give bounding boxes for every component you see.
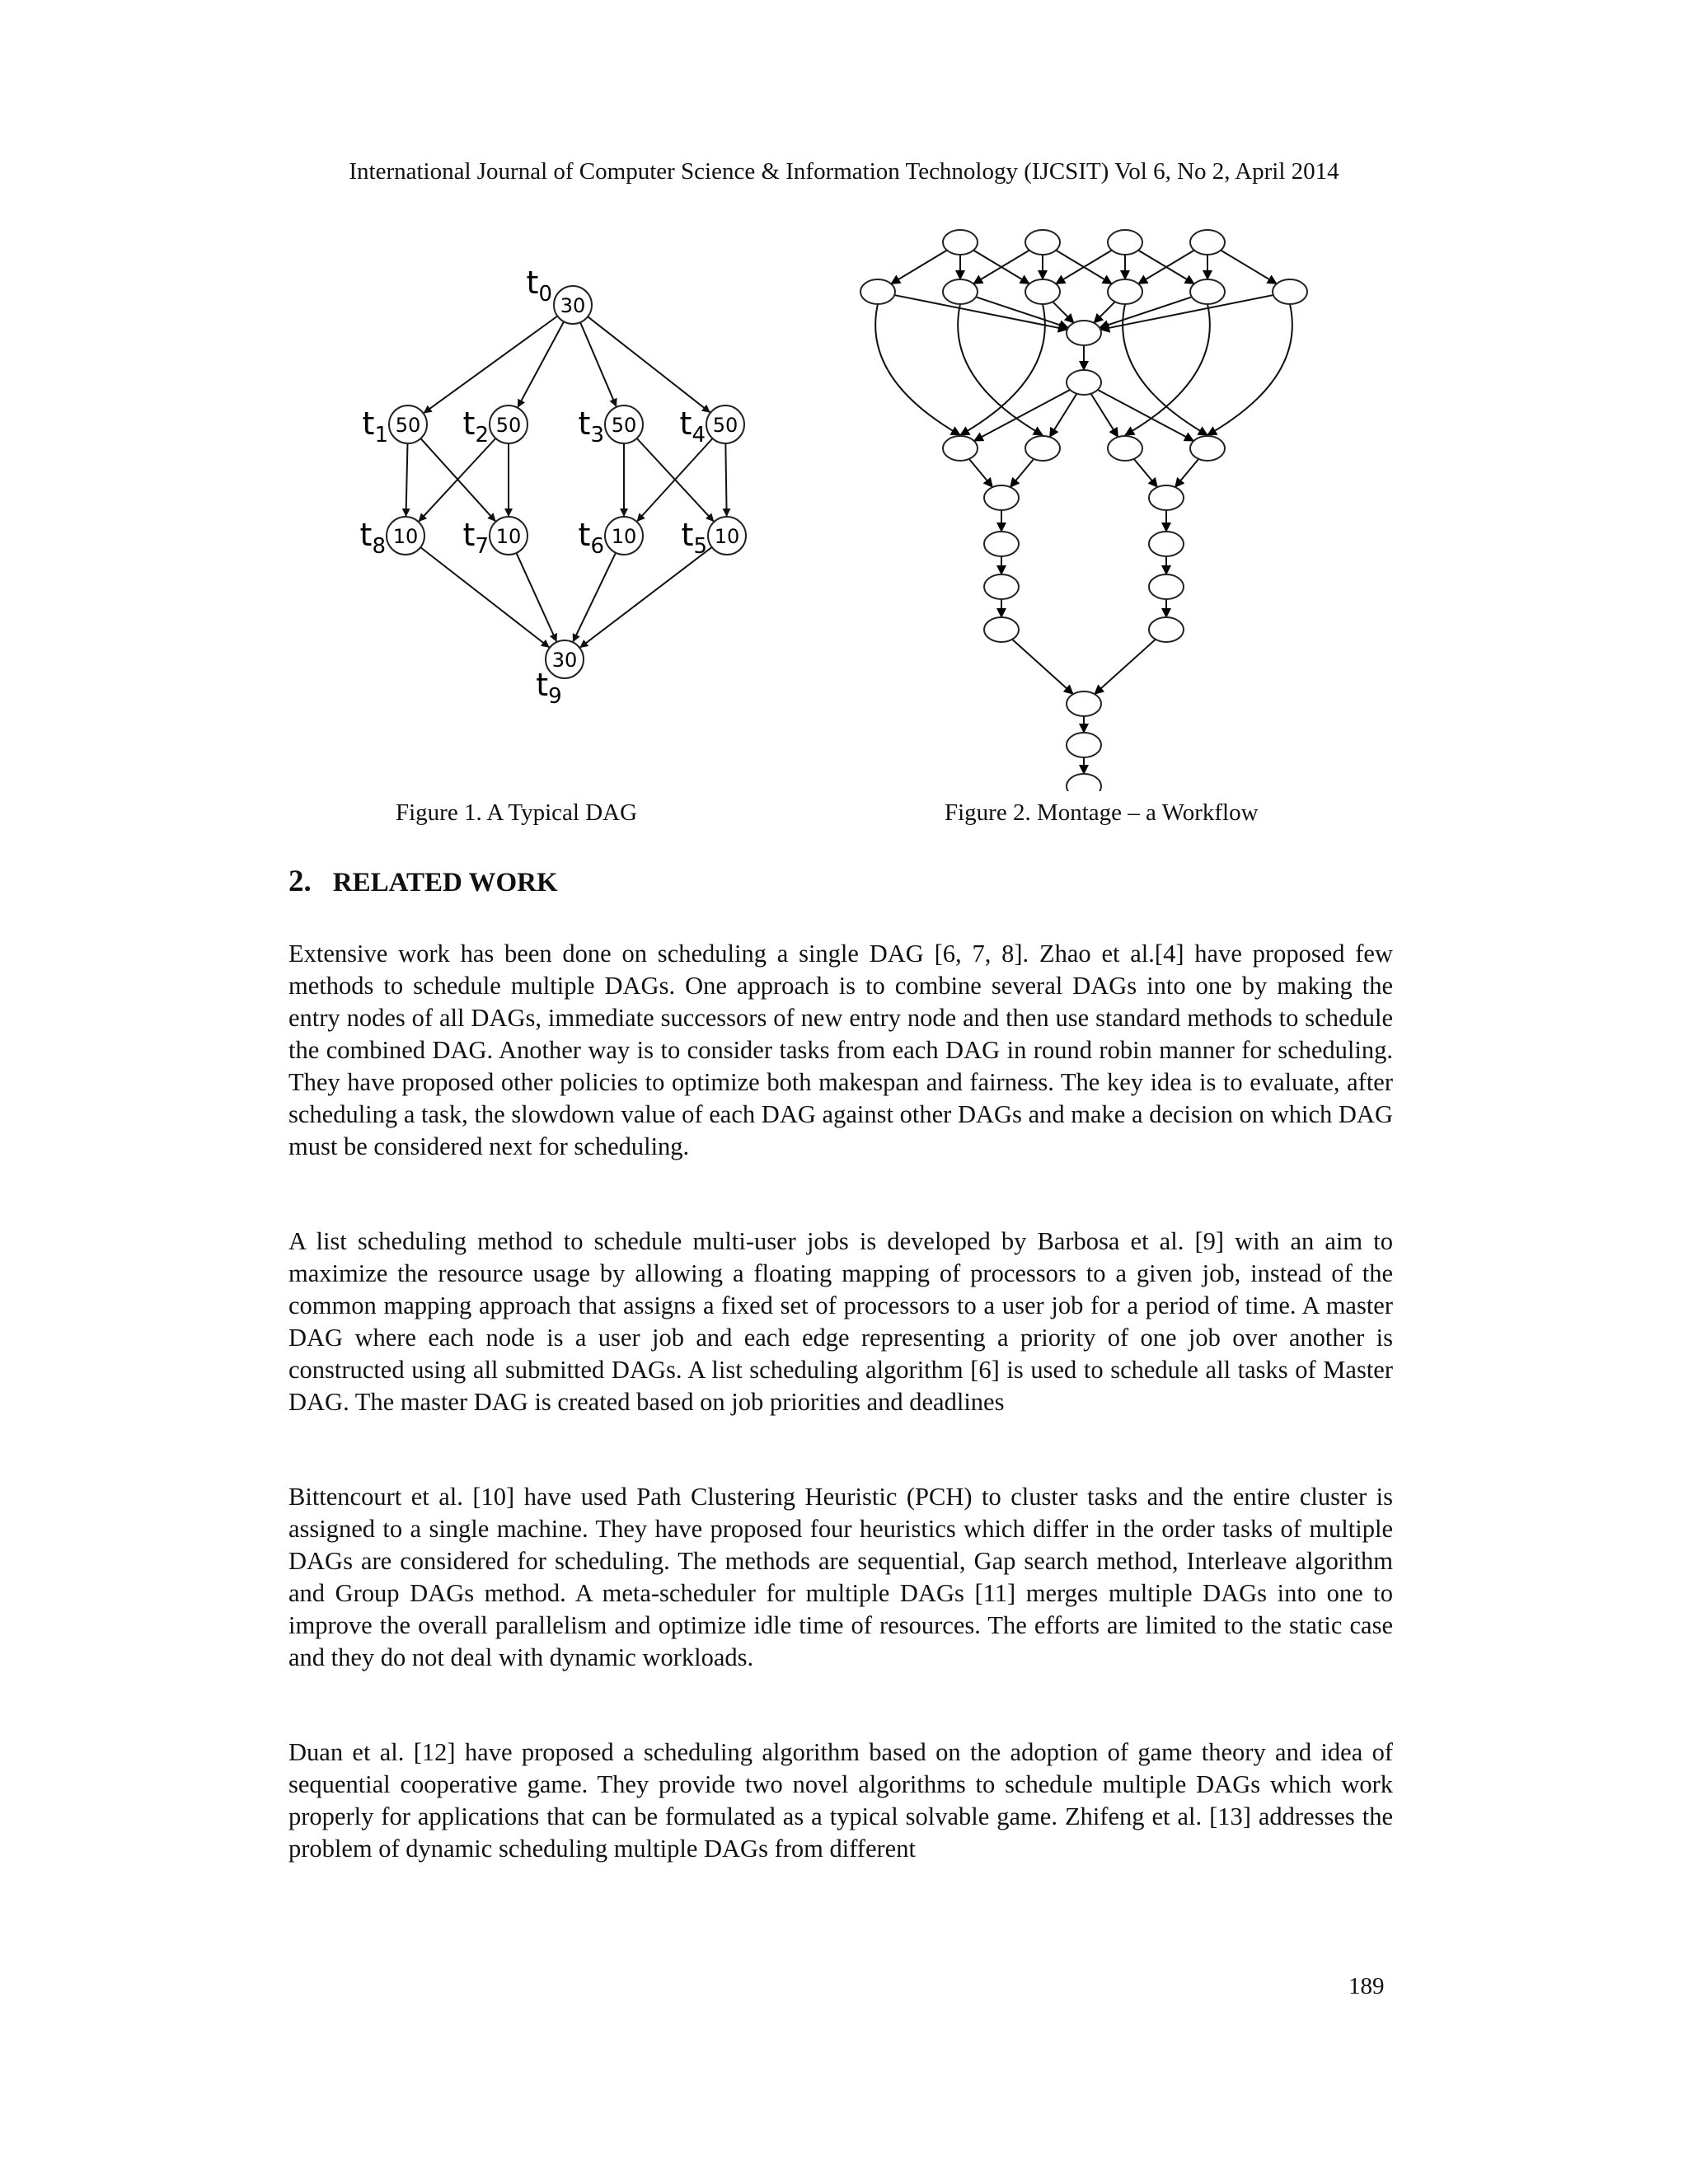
fig2-node: [1067, 733, 1101, 757]
fig2-node: [1108, 436, 1142, 461]
fig1-node-weight: 10: [611, 525, 637, 548]
fig2-node: [984, 617, 1019, 642]
fig1-edge: [580, 547, 712, 648]
fig1-node-weight: 50: [395, 414, 421, 437]
fig1-node-weight: 50: [495, 414, 522, 437]
fig1-node-label: $t_8$: [359, 517, 386, 559]
fig2-node: [1025, 436, 1060, 461]
fig1-node-t5: [682, 517, 746, 559]
paragraph-3: Bittencourt et al. [10] have used Path Clustering Heuristic (PCH) to cluster tasks and the entire cluster is assigned to a single machine. They have proposed four heuristics which differ in the order tasks of multiple DAGs are considered for scheduling. The methods are sequential, Gap search method, Interleave algorithm and Group DAGs method. A meta-scheduler for multiple DAGs [11] merges multiple DAGs into one to improve the overall parallelism and optimize idle time of resources. The efforts are limited to the static case and they do not deal with dynamic workloads.: [288, 1483, 1393, 1671]
fig2-node: [943, 230, 978, 255]
fig1-node-t8: [360, 517, 424, 559]
fig1-node-t0: [527, 265, 592, 324]
fig2-node: [984, 532, 1019, 556]
fig2-edge: [1053, 302, 1074, 323]
fig1-edge: [424, 316, 557, 413]
fig1-node-label: $t_2$: [462, 405, 489, 448]
fig2-curved-edge: [875, 304, 960, 435]
fig1-node-label: $t_4$: [679, 405, 706, 448]
fig2-node: [984, 574, 1019, 599]
fig2-node: [1190, 436, 1225, 461]
fig1-node-weight: 50: [712, 414, 738, 437]
fig2-node: [1273, 279, 1307, 304]
figure-1-caption: Figure 1. A Typical DAG: [396, 799, 638, 826]
fig2-curved-edge: [958, 304, 1043, 435]
fig2-edge: [891, 251, 947, 284]
fig2-curved-edge: [960, 304, 1045, 435]
fig2-node: [1108, 279, 1142, 304]
fig2-curved-edge: [1123, 304, 1207, 435]
fig2-node: [1149, 617, 1184, 642]
fig2-curved-edge: [1125, 304, 1210, 435]
section-number: 2.: [288, 865, 312, 898]
fig1-node-label: $t_3$: [578, 405, 604, 448]
fig2-edge: [1010, 459, 1034, 487]
section-title: RELATED WORK: [332, 868, 558, 898]
fig2-node: [1108, 230, 1142, 255]
fig2-node: [1190, 230, 1225, 255]
fig2-edge: [1095, 640, 1156, 695]
fig2-node: [1067, 321, 1101, 345]
fig2-edge: [1134, 459, 1158, 487]
fig1-node-label: $t_0$: [526, 265, 552, 307]
fig2-edge: [1094, 302, 1115, 323]
fig1-edge: [518, 321, 564, 407]
fig2-edge: [1050, 394, 1077, 438]
fig2-edge: [969, 459, 993, 487]
fig2-node: [1025, 230, 1060, 255]
fig1-edge: [406, 443, 408, 516]
fig1-node-weight: 30: [560, 294, 586, 317]
paragraph-2: A list scheduling method to schedule multi-user jobs is developed by Barbosa et al. [9] with an aim to maximize the resource usage by allowing a floating mapping of processors to a given job, instead of the common mapping approach that assigns a fixed set of processors to a user job for a period of time. A master DAG where each node is a user job and each edge representing a priority of one job over another is constructed using all submitted DAGs. A list scheduling algorithm [6] is used to schedule all tasks of Master DAG. The master DAG is created based on job priorities and deadlines: [288, 1227, 1393, 1416]
fig1-node-t9: [536, 640, 584, 709]
journal-header: International Journal of Computer Science & Information Technology (IJCSIT) Vol 6, No 2, April 2014: [349, 158, 1339, 185]
figure-2-caption: Figure 2. Montage – a Workflow: [945, 799, 1259, 826]
fig2-node: [943, 279, 978, 304]
fig1-node-weight: 50: [611, 414, 637, 437]
figure-1-dag: [346, 247, 775, 709]
fig1-node-weight: 10: [714, 525, 740, 548]
fig1-node-t4: [680, 405, 744, 448]
fig1-node-label: $t_9$: [536, 667, 562, 709]
fig2-node: [1067, 691, 1101, 716]
fig1-node-t2: [463, 405, 528, 448]
fig1-node-t6: [579, 517, 643, 559]
fig2-edge: [1221, 251, 1277, 284]
fig1-edge: [420, 547, 549, 647]
fig1-node-label: $t_7$: [462, 517, 489, 559]
fig2-node: [1025, 279, 1060, 304]
fig2-curved-edge: [1207, 304, 1292, 435]
fig2-node: [860, 279, 895, 304]
fig1-node-label: $t_6$: [578, 517, 604, 559]
fig2-edge: [1098, 390, 1193, 441]
fig1-node-t7: [463, 517, 528, 559]
fig2-node: [1149, 574, 1184, 599]
fig2-node: [1067, 370, 1101, 395]
fig2-node: [1067, 774, 1101, 791]
fig2-edge: [1012, 640, 1073, 695]
fig2-node: [943, 436, 978, 461]
fig1-edge: [725, 443, 726, 516]
fig1-node-weight: 10: [495, 525, 522, 548]
figure-2-montage-workflow: [841, 223, 1335, 791]
fig1-edge: [588, 316, 710, 412]
fig2-node: [1149, 532, 1184, 556]
fig2-edge: [974, 390, 1070, 441]
fig2-edge: [1175, 459, 1199, 487]
paragraph-4: Duan et al. [12] have proposed a scheduling algorithm based on the adoption of game theory and idea of sequential cooperative game. They provide two novel algorithms to schedule multiple DAGs which work properly for applications that can be formulated as a typical solvable game. Zhifeng et al. [13] addresses the problem of dynamic scheduling multiple DAGs from different: [288, 1738, 1393, 1863]
section-heading: [288, 864, 558, 899]
fig1-node-t1: [363, 405, 427, 448]
fig2-node: [1190, 279, 1225, 304]
fig1-edge: [573, 553, 616, 642]
fig1-node-label: $t_5$: [681, 517, 707, 559]
paragraph-1: Extensive work has been done on scheduling a single DAG [6, 7, 8]. Zhao et al.[4] have proposed few methods to schedule multiple DAGs. One approach is to combine several DAGs into one by making the entry nodes of all DAGs, immediate successors of new entry node and then use standard methods to schedule the combined DAG. Another way is to consider tasks from each DAG in round robin manner for scheduling. They have proposed other policies to optimize both makespan and fairness. The key idea is to evaluate, after scheduling a task, the slowdown value of each DAG against other DAGs and make a decision on which DAG must be considered next for scheduling.: [288, 940, 1393, 1160]
fig1-node-weight: 10: [392, 525, 419, 548]
fig1-node-t3: [579, 405, 643, 448]
fig1-node-label: $t_1$: [362, 405, 388, 448]
fig2-edge: [1091, 394, 1118, 438]
fig2-node: [1149, 485, 1184, 510]
page-number: 189: [1348, 1973, 1385, 1999]
fig2-node: [984, 485, 1019, 510]
fig1-node-weight: 30: [551, 649, 578, 672]
fig1-edge: [516, 553, 556, 641]
